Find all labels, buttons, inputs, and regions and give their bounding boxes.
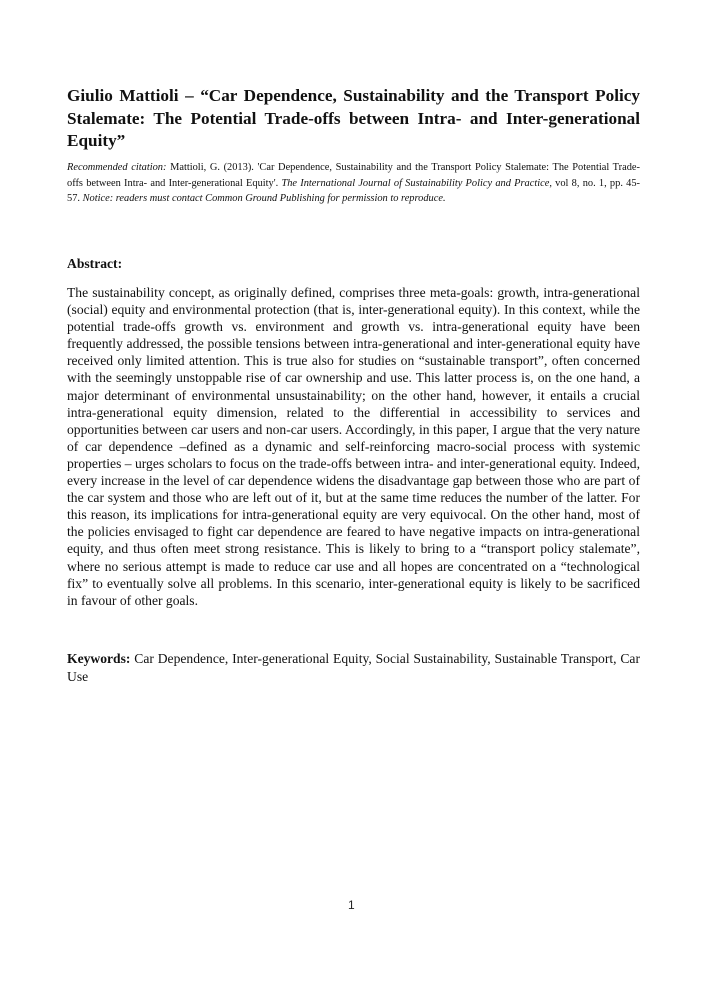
citation-volume: , vol 8, no. 1, pp. 45-57. <box>67 177 641 205</box>
keywords-label: Keywords: <box>67 651 131 666</box>
keywords-text: Car Dependence, Inter-generational Equity, Social Sustainability, Sustainable Transport, Car Use <box>67 651 640 684</box>
citation-label: Recommended citation: <box>67 162 167 173</box>
citation-text: Mattioli, G. (2013). 'Car Dependence, Sustainability and the Transport Policy Stalemate: The Potential Trade-offs between Intra- and Inter-generational Equity'. <box>67 162 640 189</box>
citation-journal: The International Journal of Sustainability Policy and Practice <box>281 177 550 189</box>
page-number: 1 <box>348 898 355 912</box>
keywords <box>67 650 640 685</box>
citation-notice: Notice: readers must contact Common Ground Publishing for permission to reproduce. <box>82 193 446 205</box>
paper-title: Giulio Mattioli – “Car Dependence, Sustainability and the Transport Policy Stalemate: The Potential Trade-offs between Intra- and Inter-generational Equity” <box>67 86 640 150</box>
abstract-heading: Abstract: <box>67 256 123 271</box>
abstract-body: The sustainability concept, as originally defined, comprises three meta-goals: growth, intra-generational (social) equity and environmental protection (that is, inter-generational equity). In this context, while the potential trade-offs growth vs. environment and growth vs. intra-generational equity have been frequently addressed, the possible tensions between intra-generational and inter-generational equity have received only limited attention. This is true also for studies on “sustainable transport”, often concerned with the seemingly unstoppable rise of car ownership and use. This latter process is, on the one hand, a major determinant of environmental unsustainability; on the other hand, however, it entails a crucial intra-generational equity dimension, related to the differential in accessibility to services and opportunities between car users and non-car users. Accordingly, in this paper, I argue that the very nature of car dependence –defined as a dynamic and self-reinforcing macro-social process with systemic properties – urges scholars to focus on the trade-offs between intra- and inter-generational equity. Indeed, every increase in the level of car dependence widens the disadvantage gap between those who are part of the car system and those who are left out of it, but at the same time reduces the number of the latter. For this reason, its implications for intra-generational equity are very equivocal. On the other hand, most of the policies envisaged to fight car dependence are feared to have negative impacts on intra-generational equity, and thus often meet strong resistance. This is likely to bring to a “transport policy stalemate”, where no serious attempt is made to reduce car use and all hopes are concentrated on a “technological fix” to eventually solve all problems. In this scenario, inter-generational equity is likely to be sacrificed in favour of other goals. <box>67 285 640 608</box>
recommended-citation <box>67 160 640 207</box>
